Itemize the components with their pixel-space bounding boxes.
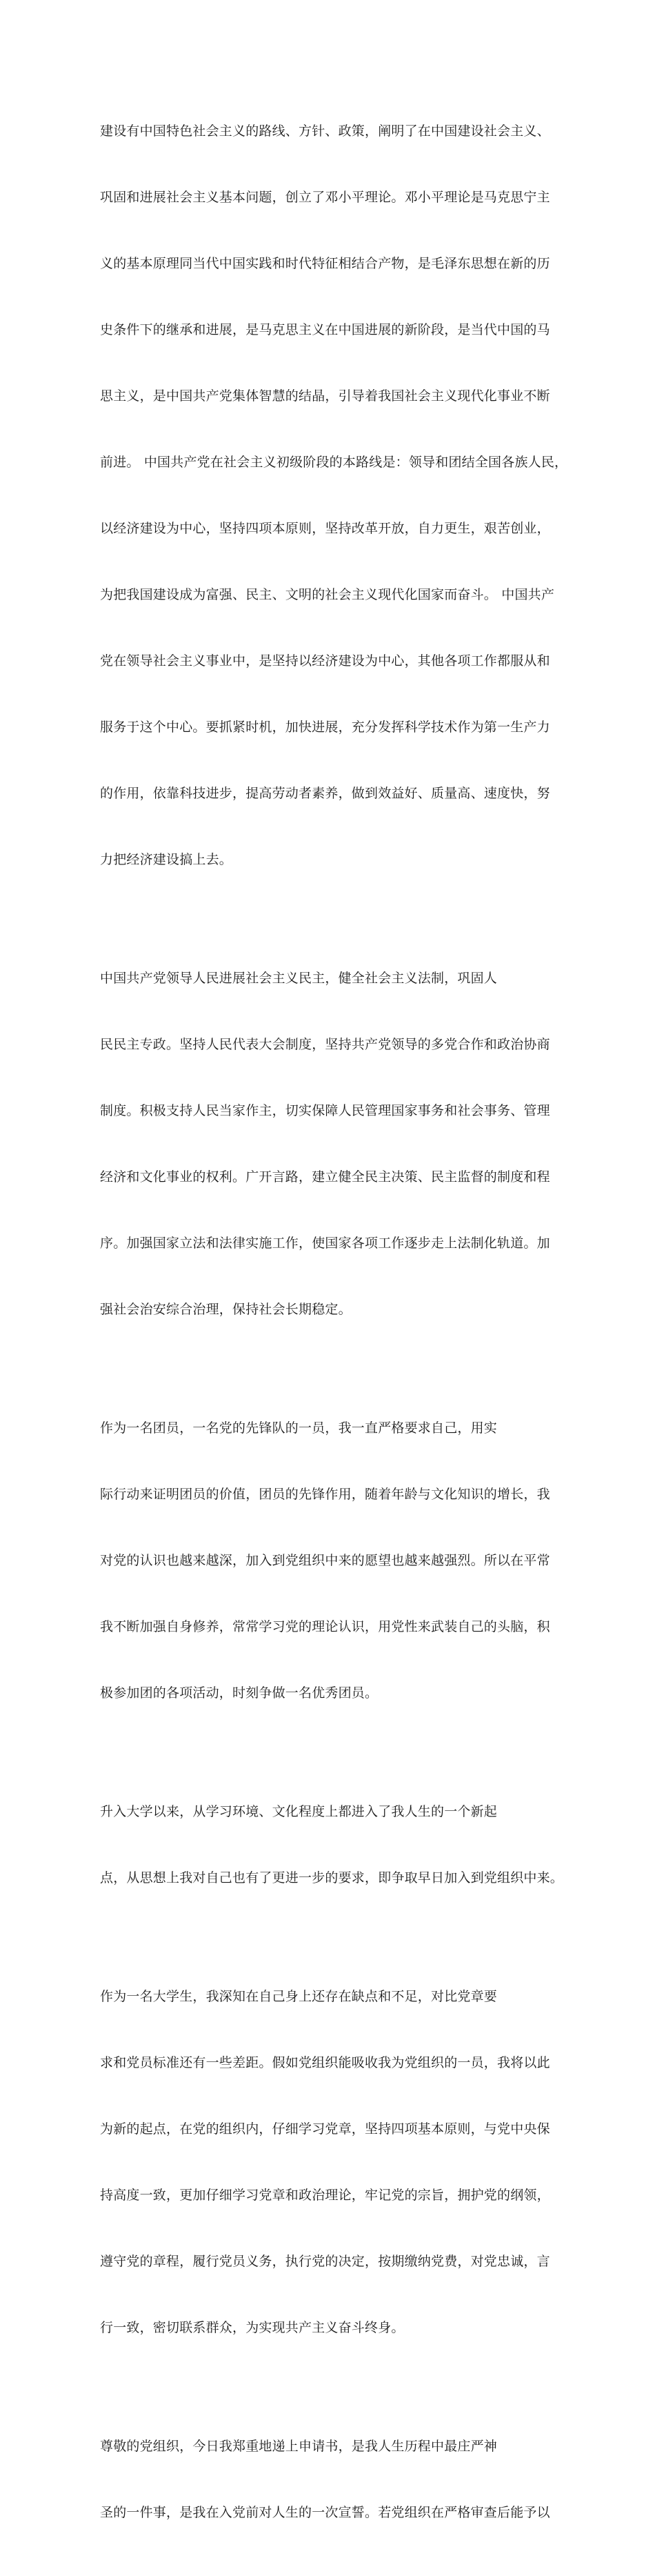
paragraph-4 [100,1756,564,1933]
text-line: 前进。 中国共产党在社会主义初级阶段的本路线是：领导和团结全国各族人民， [100,455,568,470]
text-line: 遵守党的章程，履行党员义务，执行党的决定，按期缴纳党费，对党忠诚，言 [100,2254,550,2269]
text-line: 对党的认识也越来越深，加入到党组织中来的愿望也越来越强烈。所以在平常 [100,1553,550,1568]
text-line: 为新的起点，在党的组织内，仔细学习党章，坚持四项基本原则，与党中央保 [100,2121,550,2137]
text-line: 中国共产党领导人民进展社会主义民主，健全社会主义法制，巩固人 [100,971,498,986]
text-line: 极参加团的各项活动，时刻争做一名优秀团员。 [100,1685,379,1701]
text-line: 建设有中国特色社会主义的路线、方针、政策，阐明了在中国建设社会主义、 [100,123,550,139]
text-line: 点，从思想上我对自己也有了更进一步的要求，即争取早日加入到党组织中来。 [100,1870,564,1885]
paragraph-6 [100,2391,558,2568]
text-line: 行一致，密切联系群众，为实现共产主义奋斗终身。 [100,2320,405,2335]
text-line: 史条件下的继承和进展，是马克思主义在中国进展的新阶段，是当代中国的马 [100,322,550,337]
text-line: 思主义，是中国共产党集体智慧的结晶，引导着我国社会主义现代化事业不断 [100,388,550,404]
text-line: 求和党员标准还有一些差距。假如党组织能吸收我为党组织的一员，我将以此 [100,2055,550,2070]
paragraph-3 [100,1373,558,1748]
text-line: 经济和文化事业的权利。广开言路，建立健全民主决策、民主监督的制度和程 [100,1169,550,1185]
text-line: 以经济建设为中心，坚持四项本原则，坚持改革开放，自力更生，艰苦创业， [100,521,550,536]
text-line: 作为一名团员，一名党的先锋队的一员，我一直严格要求自己，用实 [100,1420,498,1436]
text-line: 制度。积极支持人民当家作主，切实保障人民管理国家事务和社会事务、管理 [100,1103,550,1118]
document-body [100,76,568,2576]
text-line: 巩固和进展社会主义基本问题，创立了邓小平理论。邓小平理论是马克思宁主 [100,190,550,205]
text-line: 我不断加强自身修养，常常学习党的理论认识，用党性来武装自己的头脑，积 [100,1619,550,1634]
text-line: 持高度一致，更加仔细学习党章和政治理论，牢记党的宗旨，拥护党的纲领， [100,2188,550,2203]
text-line: 作为一名大学生，我深知在自己身上还存在缺点和不足，对比党章要 [100,1989,498,2004]
text-line: 义的基本原理同当代中国实践和时代特征相结合产物，是毛泽东思想在新的历 [100,256,550,271]
text-line: 民民主专政。坚持人民代表大会制度，坚持共产党领导的多党合作和政治协商 [100,1037,550,1052]
text-line: 强社会治安综合治理，保持社会长期稳定。 [100,1302,352,1317]
text-line: 序。加强国家立法和法律实施工作，使国家各项工作逐步走上法制化轨道。加 [100,1236,550,1251]
text-line: 服务于这个中心。要抓紧时机，加快进展，充分发挥科学技术作为第一生产力 [100,720,550,735]
text-line: 党在领导社会主义事业中，是坚持以经济建设为中心，其他各项工作都服从和 [100,653,550,668]
text-line: 圣的一件事，是我在入党前对人生的一次宣誓。若党组织在严格审查后能予以 [100,2505,550,2520]
text-line: 尊敬的党组织，今日我郑重地递上申请书，是我人生历程中最庄严神 [100,2439,498,2454]
paragraph-5 [100,1941,558,2383]
text-line: 际行动来证明团员的价值，团员的先锋作用，随着年龄与文化知识的增长，我 [100,1487,550,1502]
paragraph-1 [100,76,568,915]
text-line: 升入大学以来，从学习环境、文化程度上都进入了我人生的一个新起 [100,1804,498,1819]
paragraph-2 [100,923,558,1365]
text-line: 为把我国建设成为富强、民主、文明的社会主义现代化国家而奋斗。 中国共产 [100,587,555,602]
text-line: 力把经济建设搞上去。 [100,852,233,867]
text-line: 的作用，依靠科技进步，提高劳动者素养，做到效益好、质量高、速度快，努 [100,786,550,801]
